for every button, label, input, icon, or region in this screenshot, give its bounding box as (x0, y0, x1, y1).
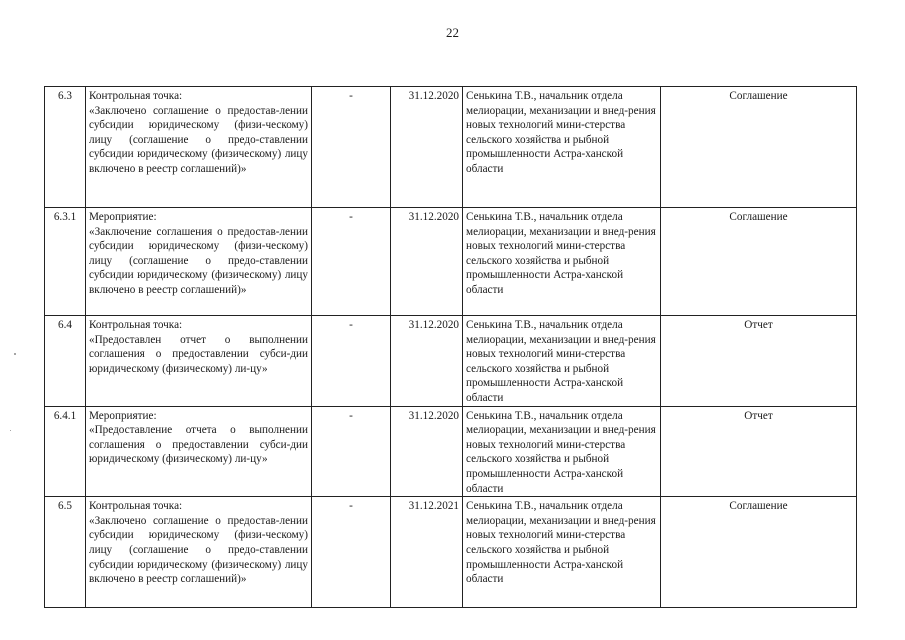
row-responsible: Сенькина Т.В., начальник отдела мелиорации, механизации и внед-рения новых технологий мини-стерства сельского хозяйства и рыбной промышленности Астра-ханской области (463, 87, 661, 208)
page-number: 22 (446, 25, 459, 40)
row-description (86, 316, 312, 407)
row-date: 31.12.2020 (391, 87, 463, 208)
row-type-label: Контрольная точка: (89, 90, 183, 102)
row-number: 6.4 (45, 316, 86, 407)
row-result: Соглашение (661, 208, 857, 316)
table-row (45, 497, 857, 608)
row-number: 6.5 (45, 497, 86, 608)
row-type-label: Контрольная точка: (89, 319, 183, 331)
row-description (86, 87, 312, 208)
row-responsible: Сенькина Т.В., начальник отдела мелиорации, механизации и внед-рения новых технологий мини-стерства сельского хозяйства и рыбной промышленности Астра-ханской области (463, 497, 661, 608)
row-type-label: Контрольная точка: (89, 500, 183, 513)
row-result: Соглашение (661, 87, 857, 208)
row-number: 6.4.1 (45, 406, 86, 497)
row-text: «Предоставлен отчет о выполнении соглашения о предоставлении субси-дии юридическому (физическому) ли-цу» (89, 333, 308, 375)
row-number: 6.3 (45, 87, 86, 208)
row-description (86, 208, 312, 316)
row-type-label: Мероприятие: (89, 211, 157, 223)
cropped-header-remnant (395, 0, 525, 2)
row-description (86, 406, 312, 497)
row-start: - (312, 208, 391, 316)
table-row (45, 406, 857, 497)
row-start: - (312, 316, 391, 407)
scan-speck (10, 430, 11, 431)
row-responsible: Сенькина Т.В., начальник отдела мелиорации, механизации и внед-рения новых технологий мини-стерства сельского хозяйства и рыбной промышленности Астра-ханской области (463, 208, 661, 316)
row-description (86, 497, 312, 608)
scan-speck (14, 353, 16, 355)
row-text: «Предоставление отчета о выполнении соглашения о предоставлении субси-дии юридическому (физическому) ли-цу» (89, 424, 308, 466)
row-start: - (312, 406, 391, 497)
row-text: «Заключено соглашение о предостав-лении субсидии юридическому (физи-ческому) лицу (соглашение о предо-ставлении субсидии юридическому (физическому) лицу включено в реестр соглашений)» (89, 514, 308, 586)
table-row (45, 208, 857, 316)
row-date: 31.12.2020 (391, 316, 463, 407)
row-responsible: Сенькина Т.В., начальник отдела мелиорации, механизации и внед-рения новых технологий мини-стерства сельского хозяйства и рыбной промышленности Астра-ханской области (463, 316, 661, 407)
row-responsible: Сенькина Т.В., начальник отдела мелиорации, механизации и внед-рения новых технологий мини-стерства сельского хозяйства и рыбной промышленности Астра-ханской области (463, 406, 661, 497)
row-start: - (312, 497, 391, 608)
row-number: 6.3.1 (45, 208, 86, 316)
milestones-table (44, 86, 857, 608)
row-result: Соглашение (661, 497, 857, 608)
row-date: 31.12.2020 (391, 208, 463, 316)
row-result: Отчет (661, 406, 857, 497)
row-text: «Заключение соглашения о предостав-лении субсидии юридическому (физи-ческому) лицу (соглашение о предо-ставлении субсидии юридическому (физическому) лицу включено в реестр соглашений)» (89, 225, 308, 296)
row-result: Отчет (661, 316, 857, 407)
table-row (45, 316, 857, 407)
row-date: 31.12.2020 (391, 406, 463, 497)
row-text: «Заключено соглашение о предостав-лении субсидии юридическому (физи-ческому) лицу (соглашение о предо-ставлении субсидии юридическому (физическому) лицу включено в реестр соглашений)» (89, 104, 308, 175)
row-type-label: Мероприятие: (89, 409, 157, 422)
row-date: 31.12.2021 (391, 497, 463, 608)
table-row (45, 87, 857, 208)
row-start: - (312, 87, 391, 208)
